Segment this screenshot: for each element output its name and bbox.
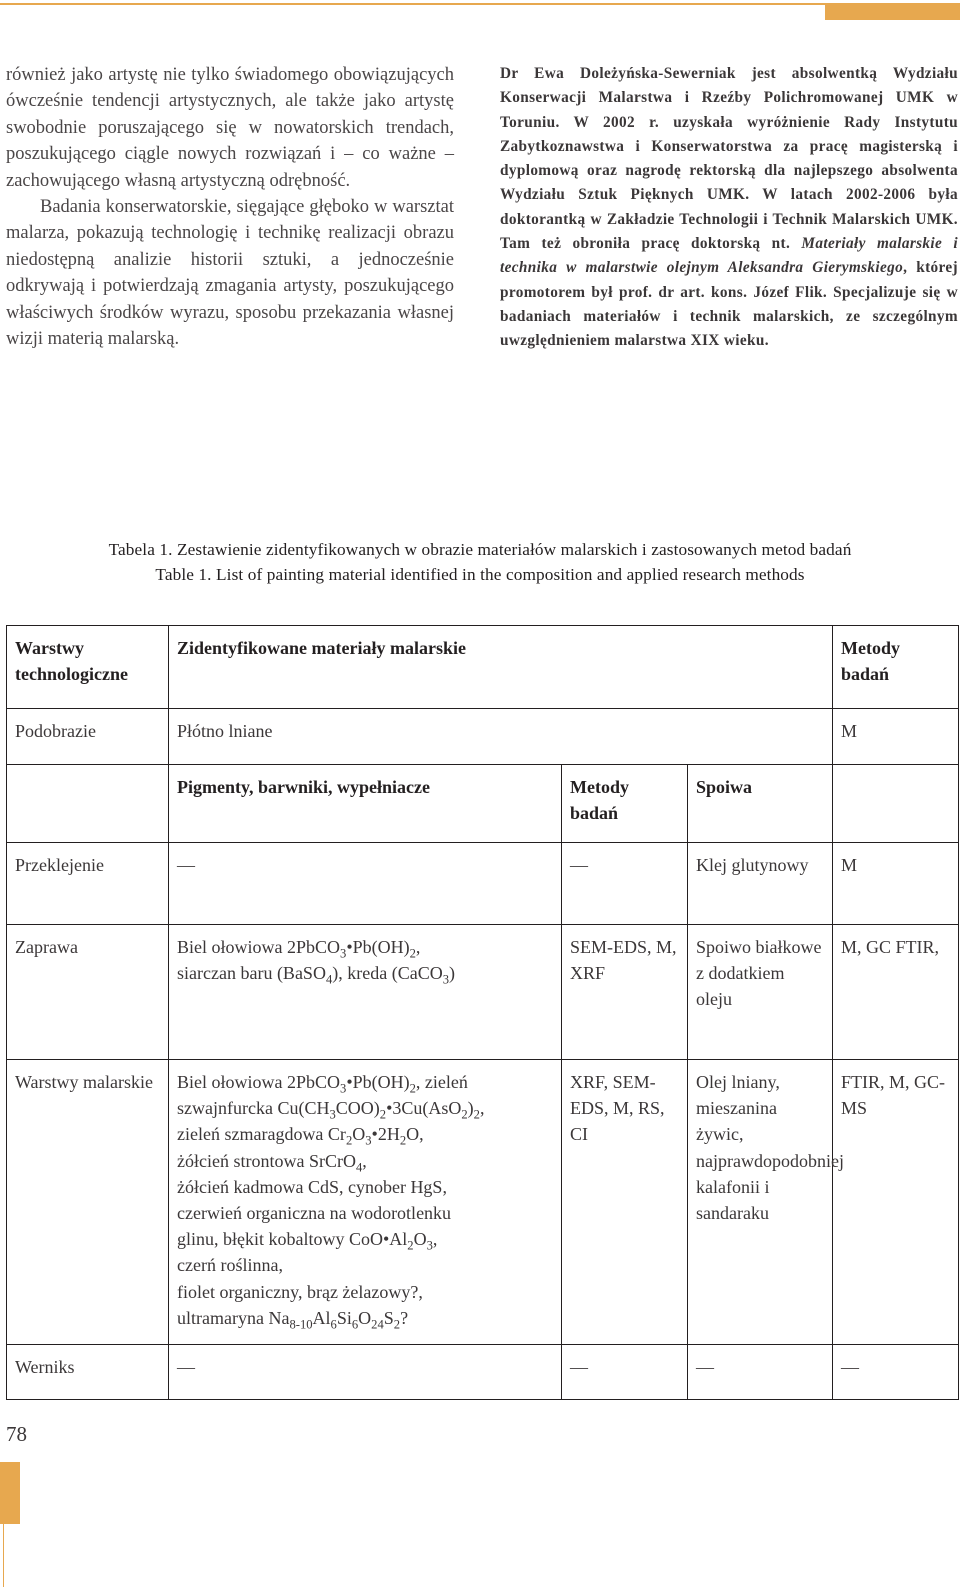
chem-text: ), kreda (CaCO	[332, 963, 443, 984]
subscript: 2	[409, 1081, 416, 1096]
chem-text: ,	[432, 1229, 438, 1250]
chem-text: O	[358, 1307, 372, 1328]
empty-cell	[833, 765, 959, 843]
cell-material: Płótno lniane	[169, 709, 833, 765]
cell-pigment-methods: XRF, SEM-EDS, M, RS, CI	[562, 1060, 688, 1345]
subscript: 6	[351, 1317, 359, 1332]
subscript: 3	[442, 972, 450, 987]
subscript: 6	[330, 1317, 337, 1332]
article-body	[6, 62, 454, 352]
chem-text: , zieleń	[415, 1072, 468, 1092]
cell-binder: Klej glutynowy	[688, 843, 833, 925]
chem-text: zieleń szmaragdowa Cr	[177, 1124, 346, 1145]
subscript: 2	[473, 1107, 480, 1122]
thesis-title: Materiały malarskie i technika w malarstwie olejnym Aleksandra Gierymskiego	[500, 235, 959, 277]
subscript: 2	[393, 1317, 401, 1332]
chem-text: ,	[362, 1150, 367, 1171]
table-row	[7, 1060, 959, 1345]
cell-pigments	[169, 1060, 562, 1345]
chem-text: •Pb(OH)	[346, 1072, 410, 1092]
subscript: 4	[355, 1160, 363, 1175]
chem-text: ?	[400, 1307, 409, 1328]
bio-text: Dr Ewa Doleżyńska-Sewerniak jest absolwentką Wydziału Konserwacji Malarstwa i Rzeźby Polichromowanej UMK w Toruniu. W 2002 r. uzyskała wyróżnienie Rady Instytutu Zabytkoznawstwa i Konserwatorstwa za pracę magisterską i dyplomową oraz nagrodę rektorską dla najlepszego absolwenta Wydziału Sztuk Pięknych UMK. W latach 2002-2006 była doktorantką w Zakładzie Technologii i Technik Malarskich UMK. Tam też obroniła pracę doktorską nt.	[500, 65, 958, 253]
chem-text: czerń roślinna,	[177, 1255, 283, 1276]
empty-cell	[7, 765, 169, 843]
body-paragraph: Badania konserwatorskie, sięgające głęboko w warsztat malarza, pokazują technologię i technikę realizacji obrazu niedostępną analizie historii sztuki, a jednocześnie odkrywają i potwierdzają zmagania artysty, poszukującego właściwych środków wyrazu, sposobu przekazania własnej wizji materią malarską.	[6, 197, 454, 350]
subheader-methods: Metody badań	[562, 765, 688, 843]
cell-binder-methods: FTIR, M, GC-MS	[833, 1060, 959, 1345]
subscript: 3	[340, 946, 347, 961]
cell-pigments: —	[169, 1345, 562, 1400]
chem-text: ,	[479, 1098, 485, 1119]
chem-text: )	[467, 1098, 474, 1119]
subscript: 3	[340, 1081, 347, 1096]
chem-text: szwajnfurcka Cu(CH	[177, 1098, 330, 1119]
chem-text: O	[413, 1229, 427, 1250]
subscript: 3	[365, 1134, 372, 1148]
row-label: Werniks	[7, 1345, 169, 1400]
cell-pigment-methods: SEM-EDS, M, XRF	[562, 925, 688, 1060]
subscript: 24	[371, 1317, 384, 1332]
subheader-binders: Spoiwa	[688, 765, 833, 843]
bio-text: , której promotorem był prof. dr art. kons. Józef Flik. Specjalizuje się w badaniach materiałów i technik malarskich, ze szczególnym uwzględnieniem malarstwa XIX wieku.	[500, 259, 958, 350]
header-methods: Metody badań	[833, 626, 959, 709]
subscript: 2	[345, 1134, 353, 1148]
chem-text: •3Cu(AsO	[386, 1098, 462, 1119]
materials-table	[6, 625, 959, 1400]
side-accent-bar	[0, 1462, 20, 1524]
cell-pigments	[169, 925, 562, 1060]
chem-text: •2H	[371, 1124, 400, 1145]
top-accent-bar	[825, 3, 960, 20]
chem-text: Biel ołowiowa 2PbCO	[177, 937, 341, 957]
cell-pigment-methods: —	[562, 1345, 688, 1400]
row-label: Przeklejenie	[7, 843, 169, 925]
table-subheader-row	[7, 765, 959, 843]
page-number: 78	[6, 1422, 27, 1446]
chem-text: fiolet organiczny, brąz żelazowy?,	[177, 1281, 423, 1302]
chem-text: siarczan baru (BaSO	[177, 963, 326, 984]
table-header-row	[7, 626, 959, 709]
chem-text: żółcień strontowa SrCrO	[177, 1150, 356, 1171]
body-paragraph: również jako artystę nie tylko świadomego obowiązujących ówcześnie tendencji artystycznych, ale także jako artystę swobodnie poruszającego się w nowatorskich trendach, poszukującego ciągle nowych rozwiązań i – co ważne – zachowującego własną artystyczną odrębność.	[6, 65, 454, 191]
table-caption	[0, 537, 960, 587]
chem-text: czerwień organiczna na wodorotlenku	[177, 1203, 452, 1224]
subscript: 2	[461, 1107, 468, 1122]
chem-text: ultramaryna Na	[177, 1307, 290, 1328]
cell-binder-methods: M, GC FTIR,	[833, 925, 959, 1060]
chem-text: żółcień kadmowa CdS, cynober HgS,	[177, 1176, 447, 1197]
cell-binder-methods: —	[833, 1345, 959, 1400]
cell-pigments: —	[169, 843, 562, 925]
row-label: Podobrazie	[7, 709, 169, 765]
chem-text: Biel ołowiowa 2PbCO	[177, 1072, 341, 1092]
table-row	[7, 925, 959, 1060]
table-row	[7, 843, 959, 925]
row-label: Zaprawa	[7, 925, 169, 1060]
chem-text: Al	[312, 1307, 331, 1328]
cell-binder: Spoiwo białkowe z dodatkiem oleju	[688, 925, 833, 1060]
subscript: 2	[399, 1134, 407, 1148]
chem-text: )	[449, 963, 456, 984]
table-row	[7, 1345, 959, 1400]
subscript: 8-10	[289, 1317, 313, 1332]
subscript: 2	[409, 946, 416, 961]
cell-method: M	[833, 709, 959, 765]
subscript: 2	[379, 1107, 387, 1122]
top-rule	[0, 3, 960, 5]
subscript: 4	[325, 972, 333, 987]
chem-text: S	[383, 1307, 394, 1328]
chem-text: Si	[336, 1307, 352, 1328]
chem-text: glinu, błękit kobaltowy CoO•Al	[177, 1229, 408, 1250]
subscript: 3	[426, 1238, 433, 1253]
cell-binder: —	[688, 1345, 833, 1400]
table-row	[7, 709, 959, 765]
cell-binder-methods: M	[833, 843, 959, 925]
subscript: 3	[329, 1107, 336, 1122]
caption-en: Table 1. List of painting material identified in the composition and applied research methods	[155, 565, 805, 584]
caption-pl: Tabela 1. Zestawienie zidentyfikowanych w obrazie materiałów malarskich i zastosowanych metod badań	[108, 540, 852, 559]
cell-binder: Olej lniany, mieszanina żywic, najprawdopodobniej kalafonii i sandaraku	[688, 1060, 833, 1345]
cell-pigment-methods: —	[562, 843, 688, 925]
header-layers: Warstwy technologiczne	[7, 626, 169, 709]
subheader-pigments: Pigmenty, barwniki, wypełniacze	[169, 765, 562, 843]
chem-text: COO)	[335, 1098, 380, 1119]
chem-text: •Pb(OH)	[346, 937, 410, 957]
row-label: Warstwy malarskie	[7, 1060, 169, 1345]
chem-text: O,	[406, 1124, 424, 1145]
subscript: 2	[407, 1238, 414, 1253]
header-materials: Zidentyfikowane materiały malarskie	[169, 626, 833, 709]
chem-text: O	[352, 1124, 366, 1145]
author-bio	[500, 62, 958, 354]
chem-text: ,	[415, 937, 421, 957]
